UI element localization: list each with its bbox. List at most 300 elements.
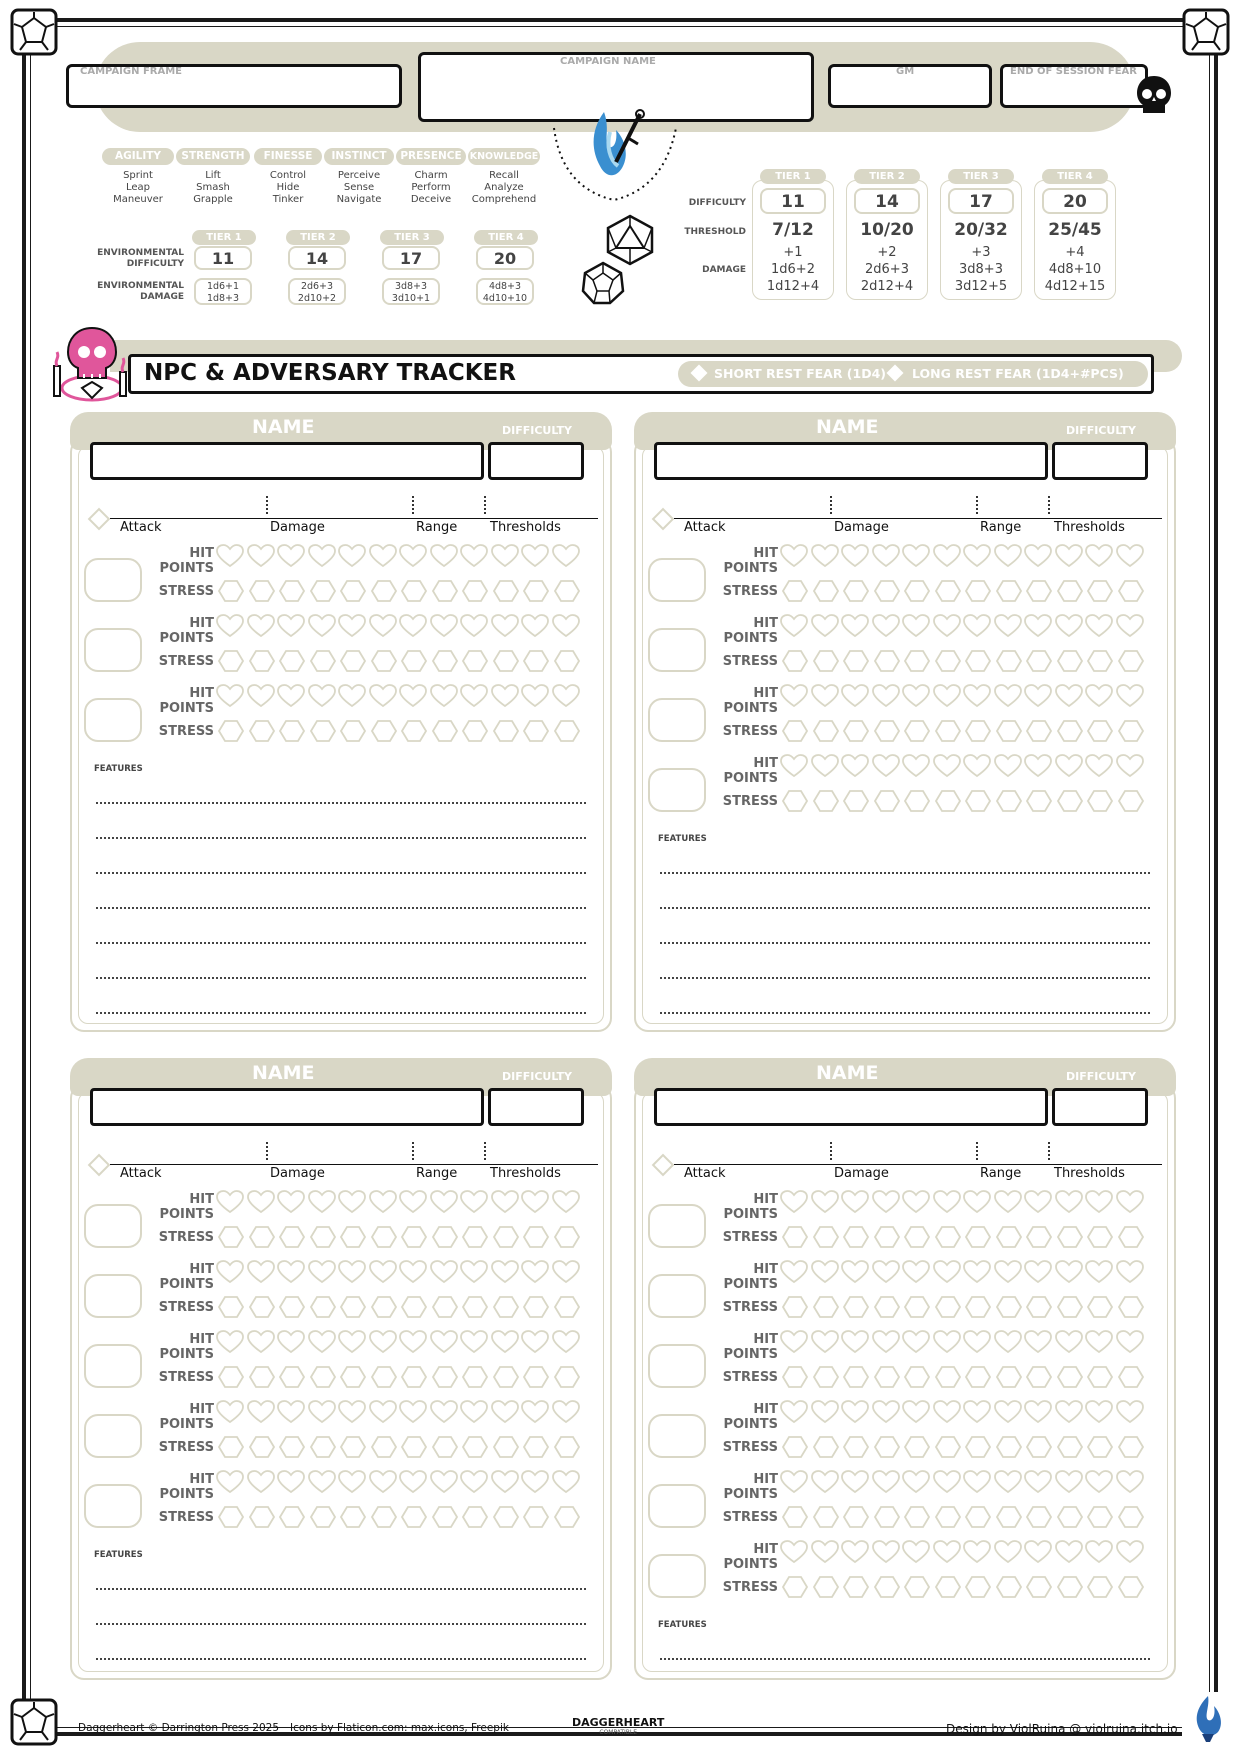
stress-hex-icon[interactable] (554, 580, 580, 602)
hit-point-heart-icon[interactable] (491, 1470, 519, 1494)
hit-point-heart-icon[interactable] (1055, 1470, 1083, 1494)
adversary-token-slot[interactable] (648, 1414, 706, 1458)
stress-hex-icon[interactable] (1118, 650, 1144, 672)
hit-point-heart-icon[interactable] (963, 1330, 991, 1354)
hit-point-heart-icon[interactable] (338, 1330, 366, 1354)
hit-point-heart-icon[interactable] (780, 1260, 808, 1284)
hit-point-heart-icon[interactable] (933, 1400, 961, 1424)
stress-hex-icon[interactable] (523, 1506, 549, 1528)
hit-point-heart-icon[interactable] (430, 1260, 458, 1284)
stress-hex-icon[interactable] (904, 1226, 930, 1248)
adversary-name-field[interactable] (654, 442, 1048, 480)
hit-point-heart-icon[interactable] (369, 684, 397, 708)
stress-hex-icon[interactable] (996, 1226, 1022, 1248)
hit-point-heart-icon[interactable] (491, 1260, 519, 1284)
hit-point-heart-icon[interactable] (1085, 614, 1113, 638)
hit-point-heart-icon[interactable] (994, 684, 1022, 708)
stress-hex-icon[interactable] (996, 650, 1022, 672)
adversary-token-slot[interactable] (84, 1204, 142, 1248)
hit-point-heart-icon[interactable] (216, 614, 244, 638)
hit-point-heart-icon[interactable] (460, 1260, 488, 1284)
hit-point-heart-icon[interactable] (552, 1470, 580, 1494)
hit-point-heart-icon[interactable] (1085, 544, 1113, 568)
stress-hex-icon[interactable] (874, 650, 900, 672)
stress-hex-icon[interactable] (1087, 1576, 1113, 1598)
hit-point-heart-icon[interactable] (521, 544, 549, 568)
hit-point-heart-icon[interactable] (780, 1400, 808, 1424)
features-line[interactable] (96, 1588, 586, 1590)
hit-point-heart-icon[interactable] (1085, 1540, 1113, 1564)
hit-point-heart-icon[interactable] (399, 1400, 427, 1424)
hit-point-heart-icon[interactable] (933, 1330, 961, 1354)
stress-hex-icon[interactable] (813, 1296, 839, 1318)
hit-point-heart-icon[interactable] (491, 544, 519, 568)
stress-hex-icon[interactable] (935, 1296, 961, 1318)
hit-point-heart-icon[interactable] (1055, 1260, 1083, 1284)
stress-hex-icon[interactable] (874, 1226, 900, 1248)
hit-point-heart-icon[interactable] (963, 1260, 991, 1284)
stress-hex-icon[interactable] (904, 1576, 930, 1598)
hit-point-heart-icon[interactable] (552, 544, 580, 568)
stress-hex-icon[interactable] (874, 1576, 900, 1598)
hit-point-heart-icon[interactable] (1116, 614, 1144, 638)
adversary-token-slot[interactable] (84, 1344, 142, 1388)
stress-hex-icon[interactable] (462, 580, 488, 602)
features-line[interactable] (660, 942, 1150, 944)
hit-point-heart-icon[interactable] (902, 1470, 930, 1494)
stress-hex-icon[interactable] (401, 1366, 427, 1388)
adversary-token-slot[interactable] (648, 768, 706, 812)
hit-point-heart-icon[interactable] (308, 684, 336, 708)
hit-point-heart-icon[interactable] (963, 1400, 991, 1424)
stress-hex-icon[interactable] (813, 1436, 839, 1458)
stress-hex-icon[interactable] (843, 1436, 869, 1458)
hit-point-heart-icon[interactable] (1116, 754, 1144, 778)
stress-hex-icon[interactable] (935, 1506, 961, 1528)
stress-hex-icon[interactable] (1118, 1296, 1144, 1318)
stress-hex-icon[interactable] (249, 1226, 275, 1248)
stress-hex-icon[interactable] (432, 1226, 458, 1248)
hit-point-heart-icon[interactable] (902, 1330, 930, 1354)
hit-point-heart-icon[interactable] (1085, 684, 1113, 708)
hit-point-heart-icon[interactable] (308, 544, 336, 568)
hit-point-heart-icon[interactable] (521, 684, 549, 708)
features-line[interactable] (660, 1658, 1150, 1660)
stress-hex-icon[interactable] (813, 720, 839, 742)
hit-point-heart-icon[interactable] (811, 1190, 839, 1214)
features-line[interactable] (660, 1012, 1150, 1014)
stress-hex-icon[interactable] (996, 1576, 1022, 1598)
features-line[interactable] (660, 977, 1150, 979)
stress-hex-icon[interactable] (523, 580, 549, 602)
stress-hex-icon[interactable] (1026, 1506, 1052, 1528)
stress-hex-icon[interactable] (813, 790, 839, 812)
hit-point-heart-icon[interactable] (902, 1400, 930, 1424)
hit-point-heart-icon[interactable] (491, 1400, 519, 1424)
hit-point-heart-icon[interactable] (963, 754, 991, 778)
hit-point-heart-icon[interactable] (521, 1330, 549, 1354)
hit-point-heart-icon[interactable] (369, 1470, 397, 1494)
stress-hex-icon[interactable] (218, 1366, 244, 1388)
hit-point-heart-icon[interactable] (216, 1260, 244, 1284)
stress-hex-icon[interactable] (843, 1226, 869, 1248)
stress-hex-icon[interactable] (340, 1366, 366, 1388)
stress-hex-icon[interactable] (1087, 1436, 1113, 1458)
stress-hex-icon[interactable] (462, 720, 488, 742)
stress-hex-icon[interactable] (813, 580, 839, 602)
stress-hex-icon[interactable] (1026, 720, 1052, 742)
hit-point-heart-icon[interactable] (277, 1400, 305, 1424)
hit-point-heart-icon[interactable] (1055, 684, 1083, 708)
stress-hex-icon[interactable] (1026, 650, 1052, 672)
stress-hex-icon[interactable] (813, 650, 839, 672)
hit-point-heart-icon[interactable] (430, 614, 458, 638)
stress-hex-icon[interactable] (249, 720, 275, 742)
stress-hex-icon[interactable] (340, 1296, 366, 1318)
stress-hex-icon[interactable] (1118, 790, 1144, 812)
stress-hex-icon[interactable] (462, 650, 488, 672)
hit-point-heart-icon[interactable] (308, 1400, 336, 1424)
stress-hex-icon[interactable] (493, 580, 519, 602)
hit-point-heart-icon[interactable] (247, 1260, 275, 1284)
stress-hex-icon[interactable] (340, 580, 366, 602)
stress-hex-icon[interactable] (554, 1366, 580, 1388)
adversary-token-slot[interactable] (84, 558, 142, 602)
stress-hex-icon[interactable] (1087, 790, 1113, 812)
hit-point-heart-icon[interactable] (369, 544, 397, 568)
stress-hex-icon[interactable] (462, 1506, 488, 1528)
stress-hex-icon[interactable] (904, 650, 930, 672)
stress-hex-icon[interactable] (996, 1296, 1022, 1318)
hit-point-heart-icon[interactable] (841, 614, 869, 638)
hit-point-heart-icon[interactable] (841, 544, 869, 568)
stress-hex-icon[interactable] (1087, 1506, 1113, 1528)
hit-point-heart-icon[interactable] (1116, 684, 1144, 708)
hit-point-heart-icon[interactable] (1024, 1540, 1052, 1564)
stress-hex-icon[interactable] (371, 1366, 397, 1388)
adversary-difficulty-field[interactable] (488, 442, 584, 480)
stress-hex-icon[interactable] (249, 650, 275, 672)
stress-hex-icon[interactable] (1057, 650, 1083, 672)
hit-point-heart-icon[interactable] (994, 1190, 1022, 1214)
hit-point-heart-icon[interactable] (1055, 544, 1083, 568)
hit-point-heart-icon[interactable] (780, 544, 808, 568)
hit-point-heart-icon[interactable] (521, 1470, 549, 1494)
stress-hex-icon[interactable] (279, 1366, 305, 1388)
hit-point-heart-icon[interactable] (1024, 1190, 1052, 1214)
stress-hex-icon[interactable] (1026, 1366, 1052, 1388)
features-line[interactable] (96, 1623, 586, 1625)
stress-hex-icon[interactable] (218, 1506, 244, 1528)
stress-hex-icon[interactable] (782, 1576, 808, 1598)
hit-point-heart-icon[interactable] (552, 1330, 580, 1354)
stress-hex-icon[interactable] (935, 650, 961, 672)
hit-point-heart-icon[interactable] (902, 544, 930, 568)
stress-hex-icon[interactable] (310, 580, 336, 602)
hit-point-heart-icon[interactable] (216, 684, 244, 708)
stress-hex-icon[interactable] (782, 580, 808, 602)
hit-point-heart-icon[interactable] (277, 1190, 305, 1214)
features-line[interactable] (96, 802, 586, 804)
hit-point-heart-icon[interactable] (811, 684, 839, 708)
hit-point-heart-icon[interactable] (933, 684, 961, 708)
stress-hex-icon[interactable] (1026, 580, 1052, 602)
stress-hex-icon[interactable] (813, 1576, 839, 1598)
hit-point-heart-icon[interactable] (430, 684, 458, 708)
hit-point-heart-icon[interactable] (338, 1400, 366, 1424)
features-line[interactable] (660, 872, 1150, 874)
stress-hex-icon[interactable] (996, 1436, 1022, 1458)
stress-hex-icon[interactable] (554, 1296, 580, 1318)
hit-point-heart-icon[interactable] (552, 1260, 580, 1284)
hit-point-heart-icon[interactable] (399, 1260, 427, 1284)
stress-hex-icon[interactable] (935, 1226, 961, 1248)
stress-hex-icon[interactable] (996, 790, 1022, 812)
hit-point-heart-icon[interactable] (780, 684, 808, 708)
stress-hex-icon[interactable] (813, 1366, 839, 1388)
hit-point-heart-icon[interactable] (521, 1190, 549, 1214)
stress-hex-icon[interactable] (935, 790, 961, 812)
stress-hex-icon[interactable] (401, 1226, 427, 1248)
hit-point-heart-icon[interactable] (811, 1400, 839, 1424)
stress-hex-icon[interactable] (965, 1436, 991, 1458)
hit-point-heart-icon[interactable] (338, 544, 366, 568)
stress-hex-icon[interactable] (401, 1506, 427, 1528)
hit-point-heart-icon[interactable] (399, 544, 427, 568)
stress-hex-icon[interactable] (279, 1226, 305, 1248)
hit-point-heart-icon[interactable] (872, 1470, 900, 1494)
hit-point-heart-icon[interactable] (369, 1400, 397, 1424)
adversary-token-slot[interactable] (648, 1484, 706, 1528)
stress-hex-icon[interactable] (493, 1366, 519, 1388)
hit-point-heart-icon[interactable] (1085, 1260, 1113, 1284)
stress-hex-icon[interactable] (432, 650, 458, 672)
hit-point-heart-icon[interactable] (460, 1190, 488, 1214)
stress-hex-icon[interactable] (371, 650, 397, 672)
adversary-token-slot[interactable] (648, 558, 706, 602)
hit-point-heart-icon[interactable] (1024, 1330, 1052, 1354)
hit-point-heart-icon[interactable] (216, 1400, 244, 1424)
hit-point-heart-icon[interactable] (994, 614, 1022, 638)
stress-hex-icon[interactable] (310, 1296, 336, 1318)
hit-point-heart-icon[interactable] (338, 1190, 366, 1214)
stress-hex-icon[interactable] (1057, 720, 1083, 742)
stress-hex-icon[interactable] (218, 1436, 244, 1458)
stress-hex-icon[interactable] (554, 1226, 580, 1248)
hit-point-heart-icon[interactable] (1116, 1260, 1144, 1284)
hit-point-heart-icon[interactable] (460, 1470, 488, 1494)
hit-point-heart-icon[interactable] (994, 1330, 1022, 1354)
hit-point-heart-icon[interactable] (308, 1260, 336, 1284)
stress-hex-icon[interactable] (904, 790, 930, 812)
adversary-difficulty-field[interactable] (1052, 442, 1148, 480)
stress-hex-icon[interactable] (996, 1366, 1022, 1388)
hit-point-heart-icon[interactable] (963, 1190, 991, 1214)
hit-point-heart-icon[interactable] (811, 754, 839, 778)
hit-point-heart-icon[interactable] (811, 544, 839, 568)
hit-point-heart-icon[interactable] (369, 1260, 397, 1284)
stress-hex-icon[interactable] (401, 720, 427, 742)
adversary-name-field[interactable] (90, 1088, 484, 1126)
stress-hex-icon[interactable] (996, 580, 1022, 602)
stress-hex-icon[interactable] (493, 650, 519, 672)
stress-hex-icon[interactable] (1026, 1226, 1052, 1248)
hit-point-heart-icon[interactable] (521, 1260, 549, 1284)
stress-hex-icon[interactable] (1057, 1366, 1083, 1388)
stress-hex-icon[interactable] (279, 1506, 305, 1528)
stress-hex-icon[interactable] (996, 720, 1022, 742)
stress-hex-icon[interactable] (1087, 1296, 1113, 1318)
hit-point-heart-icon[interactable] (994, 1260, 1022, 1284)
stress-hex-icon[interactable] (1026, 790, 1052, 812)
hit-point-heart-icon[interactable] (308, 1190, 336, 1214)
stress-hex-icon[interactable] (965, 1506, 991, 1528)
hit-point-heart-icon[interactable] (430, 1330, 458, 1354)
stress-hex-icon[interactable] (493, 1436, 519, 1458)
stress-hex-icon[interactable] (904, 720, 930, 742)
hit-point-heart-icon[interactable] (1055, 1540, 1083, 1564)
hit-point-heart-icon[interactable] (872, 614, 900, 638)
features-line[interactable] (96, 907, 586, 909)
hit-point-heart-icon[interactable] (811, 614, 839, 638)
hit-point-heart-icon[interactable] (308, 1470, 336, 1494)
stress-hex-icon[interactable] (310, 1226, 336, 1248)
hit-point-heart-icon[interactable] (247, 544, 275, 568)
hit-point-heart-icon[interactable] (1085, 1330, 1113, 1354)
stress-hex-icon[interactable] (432, 720, 458, 742)
hit-point-heart-icon[interactable] (430, 544, 458, 568)
hit-point-heart-icon[interactable] (841, 1400, 869, 1424)
hit-point-heart-icon[interactable] (902, 1190, 930, 1214)
hit-point-heart-icon[interactable] (277, 1470, 305, 1494)
stress-hex-icon[interactable] (965, 790, 991, 812)
adversary-token-slot[interactable] (84, 1274, 142, 1318)
stress-hex-icon[interactable] (432, 1436, 458, 1458)
hit-point-heart-icon[interactable] (841, 1540, 869, 1564)
stress-hex-icon[interactable] (523, 1226, 549, 1248)
hit-point-heart-icon[interactable] (460, 1330, 488, 1354)
hit-point-heart-icon[interactable] (247, 684, 275, 708)
hit-point-heart-icon[interactable] (552, 1400, 580, 1424)
stress-hex-icon[interactable] (218, 580, 244, 602)
stress-hex-icon[interactable] (782, 1506, 808, 1528)
hit-point-heart-icon[interactable] (841, 1260, 869, 1284)
adversary-token-slot[interactable] (648, 1344, 706, 1388)
stress-hex-icon[interactable] (1118, 1366, 1144, 1388)
stress-hex-icon[interactable] (462, 1226, 488, 1248)
hit-point-heart-icon[interactable] (872, 1260, 900, 1284)
stress-hex-icon[interactable] (249, 1506, 275, 1528)
stress-hex-icon[interactable] (279, 1436, 305, 1458)
stress-hex-icon[interactable] (371, 1506, 397, 1528)
hit-point-heart-icon[interactable] (430, 1400, 458, 1424)
stress-hex-icon[interactable] (1057, 1436, 1083, 1458)
stress-hex-icon[interactable] (874, 720, 900, 742)
stress-hex-icon[interactable] (935, 1366, 961, 1388)
hit-point-heart-icon[interactable] (933, 1260, 961, 1284)
hit-point-heart-icon[interactable] (1055, 614, 1083, 638)
stress-hex-icon[interactable] (371, 1226, 397, 1248)
stress-hex-icon[interactable] (340, 1436, 366, 1458)
hit-point-heart-icon[interactable] (1024, 1400, 1052, 1424)
stress-hex-icon[interactable] (401, 1436, 427, 1458)
hit-point-heart-icon[interactable] (399, 1330, 427, 1354)
stress-hex-icon[interactable] (279, 580, 305, 602)
stress-hex-icon[interactable] (1057, 790, 1083, 812)
features-line[interactable] (96, 1012, 586, 1014)
hit-point-heart-icon[interactable] (369, 1330, 397, 1354)
stress-hex-icon[interactable] (249, 1366, 275, 1388)
hit-point-heart-icon[interactable] (811, 1330, 839, 1354)
stress-hex-icon[interactable] (432, 580, 458, 602)
hit-point-heart-icon[interactable] (1085, 1190, 1113, 1214)
hit-point-heart-icon[interactable] (872, 754, 900, 778)
hit-point-heart-icon[interactable] (338, 614, 366, 638)
hit-point-heart-icon[interactable] (491, 1190, 519, 1214)
stress-hex-icon[interactable] (1057, 1296, 1083, 1318)
stress-hex-icon[interactable] (523, 720, 549, 742)
hit-point-heart-icon[interactable] (902, 1540, 930, 1564)
hit-point-heart-icon[interactable] (902, 1260, 930, 1284)
hit-point-heart-icon[interactable] (338, 684, 366, 708)
stress-hex-icon[interactable] (1057, 580, 1083, 602)
stress-hex-icon[interactable] (310, 1366, 336, 1388)
stress-hex-icon[interactable] (874, 1436, 900, 1458)
stress-hex-icon[interactable] (935, 720, 961, 742)
stress-hex-icon[interactable] (782, 1436, 808, 1458)
adversary-token-slot[interactable] (648, 1554, 706, 1598)
stress-hex-icon[interactable] (401, 1296, 427, 1318)
hit-point-heart-icon[interactable] (552, 614, 580, 638)
hit-point-heart-icon[interactable] (1055, 1400, 1083, 1424)
stress-hex-icon[interactable] (843, 720, 869, 742)
stress-hex-icon[interactable] (874, 1296, 900, 1318)
stress-hex-icon[interactable] (843, 650, 869, 672)
stress-hex-icon[interactable] (843, 1506, 869, 1528)
stress-hex-icon[interactable] (493, 1226, 519, 1248)
adversary-token-slot[interactable] (648, 628, 706, 672)
stress-hex-icon[interactable] (310, 720, 336, 742)
stress-hex-icon[interactable] (462, 1436, 488, 1458)
hit-point-heart-icon[interactable] (963, 684, 991, 708)
stress-hex-icon[interactable] (874, 580, 900, 602)
stress-hex-icon[interactable] (965, 1226, 991, 1248)
stress-hex-icon[interactable] (904, 1436, 930, 1458)
stress-hex-icon[interactable] (813, 1506, 839, 1528)
hit-point-heart-icon[interactable] (780, 1330, 808, 1354)
stress-hex-icon[interactable] (782, 1226, 808, 1248)
stress-hex-icon[interactable] (782, 720, 808, 742)
hit-point-heart-icon[interactable] (1085, 1400, 1113, 1424)
stress-hex-icon[interactable] (340, 1506, 366, 1528)
adversary-token-slot[interactable] (84, 698, 142, 742)
hit-point-heart-icon[interactable] (369, 1190, 397, 1214)
hit-point-heart-icon[interactable] (521, 614, 549, 638)
stress-hex-icon[interactable] (401, 580, 427, 602)
hit-point-heart-icon[interactable] (994, 1470, 1022, 1494)
stress-hex-icon[interactable] (996, 1506, 1022, 1528)
hit-point-heart-icon[interactable] (811, 1540, 839, 1564)
hit-point-heart-icon[interactable] (902, 754, 930, 778)
hit-point-heart-icon[interactable] (872, 1330, 900, 1354)
stress-hex-icon[interactable] (310, 650, 336, 672)
hit-point-heart-icon[interactable] (277, 614, 305, 638)
hit-point-heart-icon[interactable] (247, 1330, 275, 1354)
stress-hex-icon[interactable] (493, 720, 519, 742)
stress-hex-icon[interactable] (782, 790, 808, 812)
hit-point-heart-icon[interactable] (841, 1190, 869, 1214)
stress-hex-icon[interactable] (843, 790, 869, 812)
